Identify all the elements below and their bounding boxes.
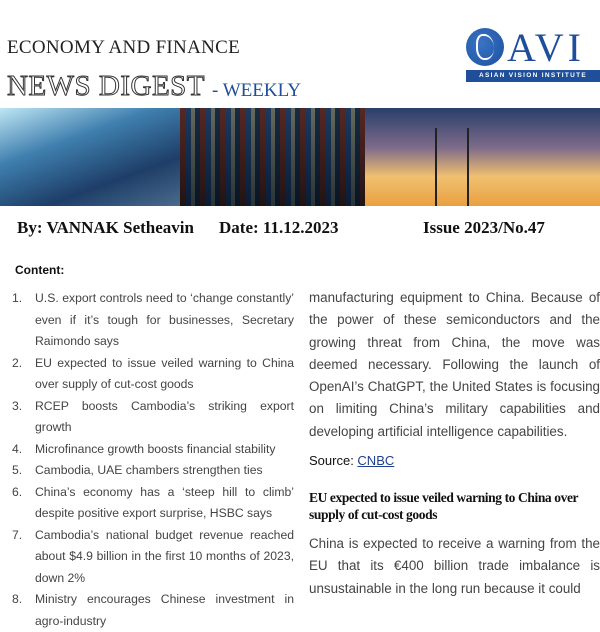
item-title: Ministry encourages Chinese investment in agro-industry <box>35 592 294 628</box>
item-title: U.S. export controls need to ‘change constantly’ even if it’s tough for businesses, Secretary Raimondo says <box>35 291 294 348</box>
item-number: 4. <box>12 441 23 456</box>
item-title: EU expected to issue veiled warning to China over supply of cut-cost goods <box>35 355 294 391</box>
item-number: 6. <box>12 484 23 499</box>
list-item[interactable] <box>12 396 294 439</box>
article-body: China is expected to receive a warning from the EU that its €400 billion trade imbalance is unsustainable in the long run because it could <box>309 536 600 596</box>
item-number: 3. <box>12 398 23 413</box>
item-title: Cambodia’s national budget revenue reached about $4.9 billion in the first 10 months of 2023, down 2% <box>35 527 294 585</box>
list-item[interactable] <box>12 482 294 525</box>
article-heading: EU expected to issue veiled warning to China over supply of cut-cost goods <box>309 490 578 522</box>
source-label: Source: <box>309 453 358 468</box>
list-item[interactable] <box>12 525 294 590</box>
author: By: VANNAK Setheavin <box>17 218 194 237</box>
item-title: China’s economy has a ‘steep hill to climb’ despite positive export surprise, HSBC says <box>35 484 294 520</box>
item-title: Microfinance growth boosts financial stability <box>35 441 276 456</box>
date: Date: 11.12.2023 <box>219 218 339 237</box>
contents-heading: Content: <box>15 263 65 277</box>
source-link[interactable]: CNBC <box>357 453 395 468</box>
article-source <box>309 453 394 468</box>
item-title: Cambodia, UAE chambers strengthen ties <box>35 463 263 477</box>
banner-image <box>0 108 600 206</box>
item-number: 1. <box>12 291 23 305</box>
avi-logo <box>462 26 600 88</box>
issue-number: Issue 2023/No.47 <box>423 218 545 237</box>
banner-power-image <box>365 108 600 206</box>
logo-text: AVI <box>507 25 585 70</box>
article-body: manufacturing equipment to China. Because of the power of these semiconductors and the growing threat from China, the move was deemed necessary. Following the launch of OpenAI’s ChatGPT, the United States is focusing on limiting China’s military capabilities and developing artificial intelligence capabilities. <box>309 290 600 439</box>
list-item[interactable] <box>12 589 294 632</box>
title-suffix: - WEEKLY <box>212 80 302 101</box>
item-title: RCEP boosts Cambodia’s striking export growth <box>35 398 294 434</box>
list-item[interactable] <box>12 439 294 461</box>
contents-list <box>12 288 294 632</box>
item-number: 7. <box>12 527 23 542</box>
list-item[interactable] <box>12 288 294 353</box>
item-number: 5. <box>12 463 23 477</box>
page-title: NEWS DIGEST <box>7 70 206 102</box>
item-number: 8. <box>12 592 23 606</box>
list-item[interactable] <box>12 353 294 396</box>
list-item[interactable] <box>12 460 294 482</box>
title-line1: ECONOMY AND FINANCE <box>7 37 241 58</box>
globe-icon <box>466 28 504 66</box>
banner-port-image <box>0 108 180 206</box>
logo-subtitle: ASIAN VISION INSTITUTE <box>466 70 600 82</box>
banner-containers-image <box>180 108 365 206</box>
item-number: 2. <box>12 355 23 370</box>
